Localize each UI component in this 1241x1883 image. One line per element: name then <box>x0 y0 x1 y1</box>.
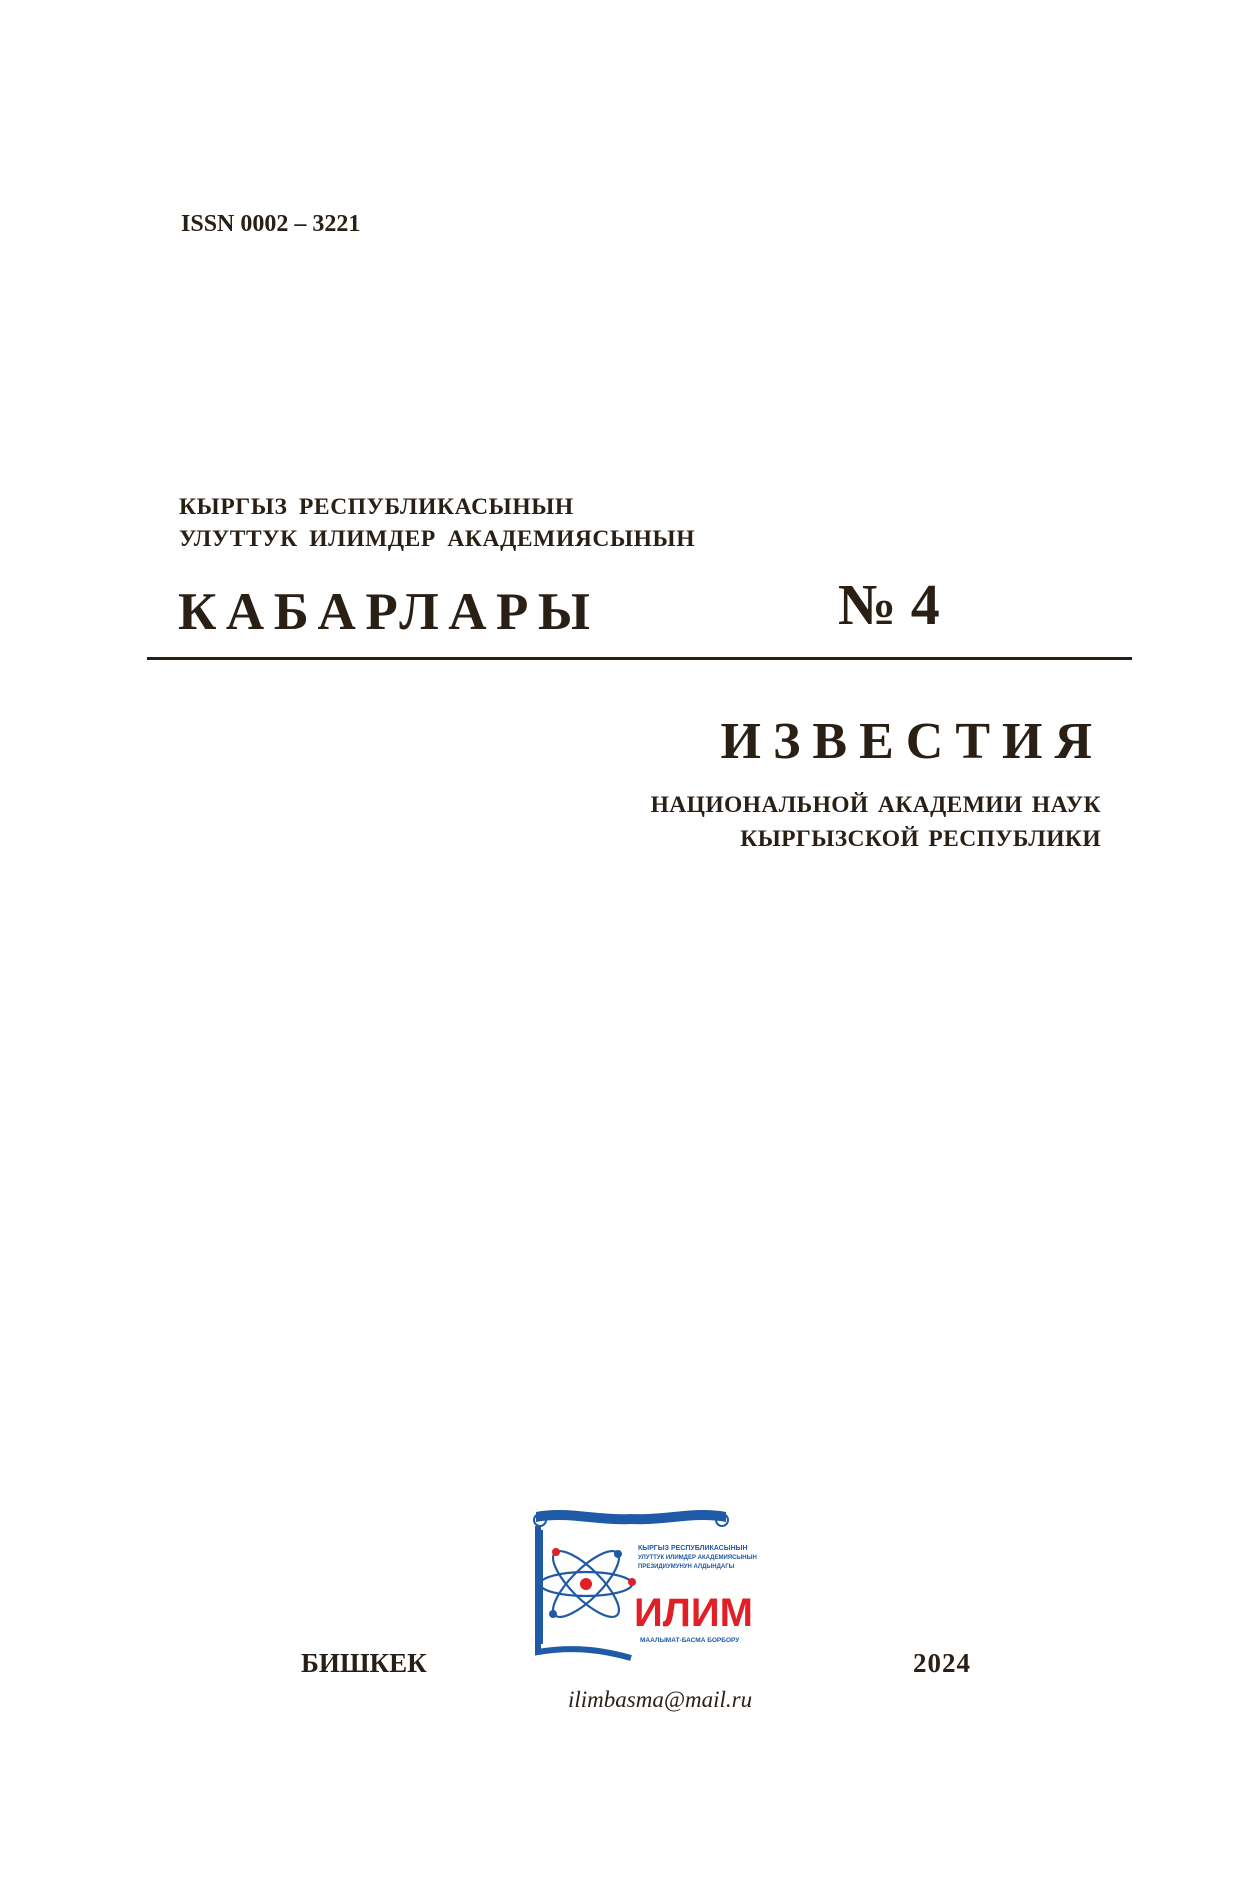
title-divider <box>147 657 1132 660</box>
publication-year: 2024 <box>913 1648 971 1678</box>
publication-city: БИШКЕК <box>301 1648 427 1678</box>
russian-title-line2: КЫРГЫЗСКОЙ РЕСПУБЛИКИ <box>740 826 1101 852</box>
ilim-publisher-logo-icon <box>528 1510 757 1662</box>
issue-number: № 4 <box>838 572 940 637</box>
logo-subtitle: МААЛЫМАТ-БАСМА БОРБОРУ <box>640 1637 740 1644</box>
kyrgyz-title-line1: КЫРГЫЗ РЕСПУБЛИКАСЫНЫН <box>179 494 574 520</box>
russian-title-line1: НАЦИОНАЛЬНОЙ АКАДЕМИИ НАУК <box>650 792 1101 818</box>
logo-org-line1: КЫРГЫЗ РЕСПУБЛИКАСЫНЫН <box>638 1545 748 1552</box>
kyrgyz-journal-title: КАБАРЛАРЫ <box>178 583 600 641</box>
issn-number: ISSN 0002 – 3221 <box>181 211 361 237</box>
logo-org-line2: УЛУТТУК ИЛИМДЕР АКАДЕМИЯСЫНЫН <box>638 1555 757 1561</box>
publisher-email[interactable]: ilimbasma@mail.ru <box>568 1687 753 1712</box>
kyrgyz-title-line2: УЛУТТУК ИЛИМДЕР АКАДЕМИЯСЫНЫН <box>179 526 696 552</box>
russian-journal-title: ИЗВЕСТИЯ <box>720 713 1104 770</box>
logo-name: ИЛИМ <box>634 1591 753 1635</box>
logo-org-line3: ПРЕЗИДИУМУНУН АЛДЫНДАГЫ <box>638 1564 735 1570</box>
